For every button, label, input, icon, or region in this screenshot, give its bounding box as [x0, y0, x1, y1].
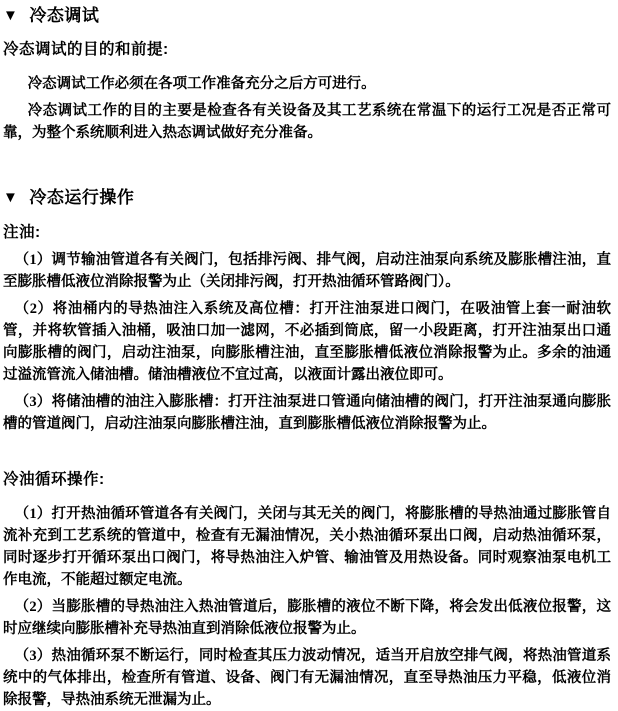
- paragraph-step-1: （1）打开热油循环管道各有关阀门，关闭与其无关的阀门，将膨胀槽的导热油通过膨胀管自流补充到工艺系统的管道中，检查有无漏油情况，关小热油循环泵出口阀，启动热油循环泵，同时逐步打开循环泵出口阀门，将导热油注入炉管、输油管及用热设备。同时观察油泵电机工作电流，不能超过额定电流。: [3, 506, 611, 588]
- paragraph: 冷态调试工作的目的主要是检查各有关设备及其工艺系统在常温下的运行工况是否正常可靠，为整个系统顺利进入热态调试做好充分准备。: [3, 103, 611, 141]
- section-heading-cold-commissioning: [3, 4, 611, 29]
- subsection-label-oil-injection: 注油:: [3, 224, 41, 241]
- subsection-label-purpose-premise: 冷态调试的目的和前提:: [3, 41, 169, 58]
- section-title: 冷态运行操作: [29, 188, 135, 207]
- paragraph-step-3: （3）将储油槽的油注入膨胀槽：打开注油泵进口管通向储油槽的阀门，打开注油泵通向膨胀槽的管道阀门，启动注油泵向膨胀槽注油，直到膨胀槽低液位消除报警为止。: [3, 394, 611, 432]
- triangle-marker-icon: ▼: [3, 7, 19, 24]
- paragraph-step-1: （1）调节输油管道各有关阀门，包括排污阀、排气阀，启动注油泵向系统及膨胀槽注油，直至膨胀槽低液位消除报警为止（关闭排污阀，打开热油循环管路阀门）。: [3, 252, 611, 290]
- section-title: 冷态调试: [29, 6, 100, 25]
- triangle-marker-icon: ▼: [3, 189, 19, 206]
- paragraph-step-3: （3）热油循环泵不断运行，同时检查其压力波动情况，适当开启放空排气阀，将热油管道系统中的气体排出，检查所有管道、设备、阀门有无漏油情况，直至导热油压力平稳，低液位消除报警，导热油系统无泄漏为止。: [3, 648, 611, 708]
- paragraph-step-2: （2）当膨胀槽的导热油注入热油管道后，膨胀槽的液位不断下降，将会发出低液位报警，这时应继续向膨胀槽补充导热油直到消除低液位报警为止。: [3, 599, 611, 637]
- paragraph: 冷态调试工作必须在各项工作准备充分之后方可进行。: [27, 76, 376, 92]
- subsection-label-cold-oil-circulation: 冷油循环操作:: [3, 471, 105, 488]
- section-heading-cold-operation: [3, 186, 611, 211]
- paragraph-step-2: （2）将油桶内的导热油注入系统及高位槽：打开注油泵进口阀门，在吸油管上套一耐油软管，并将软管插入油桶，吸油口加一滤网，不必插到筒底，留一小段距离，打开注油泵出口通向膨胀槽的阀门，启动注油泵，向膨胀槽注油，直至膨胀槽低液位消除报警为止。多余的油通过溢流管流入储油槽。储油槽液位不宜过高，以液面计露出液位即可。: [3, 301, 611, 383]
